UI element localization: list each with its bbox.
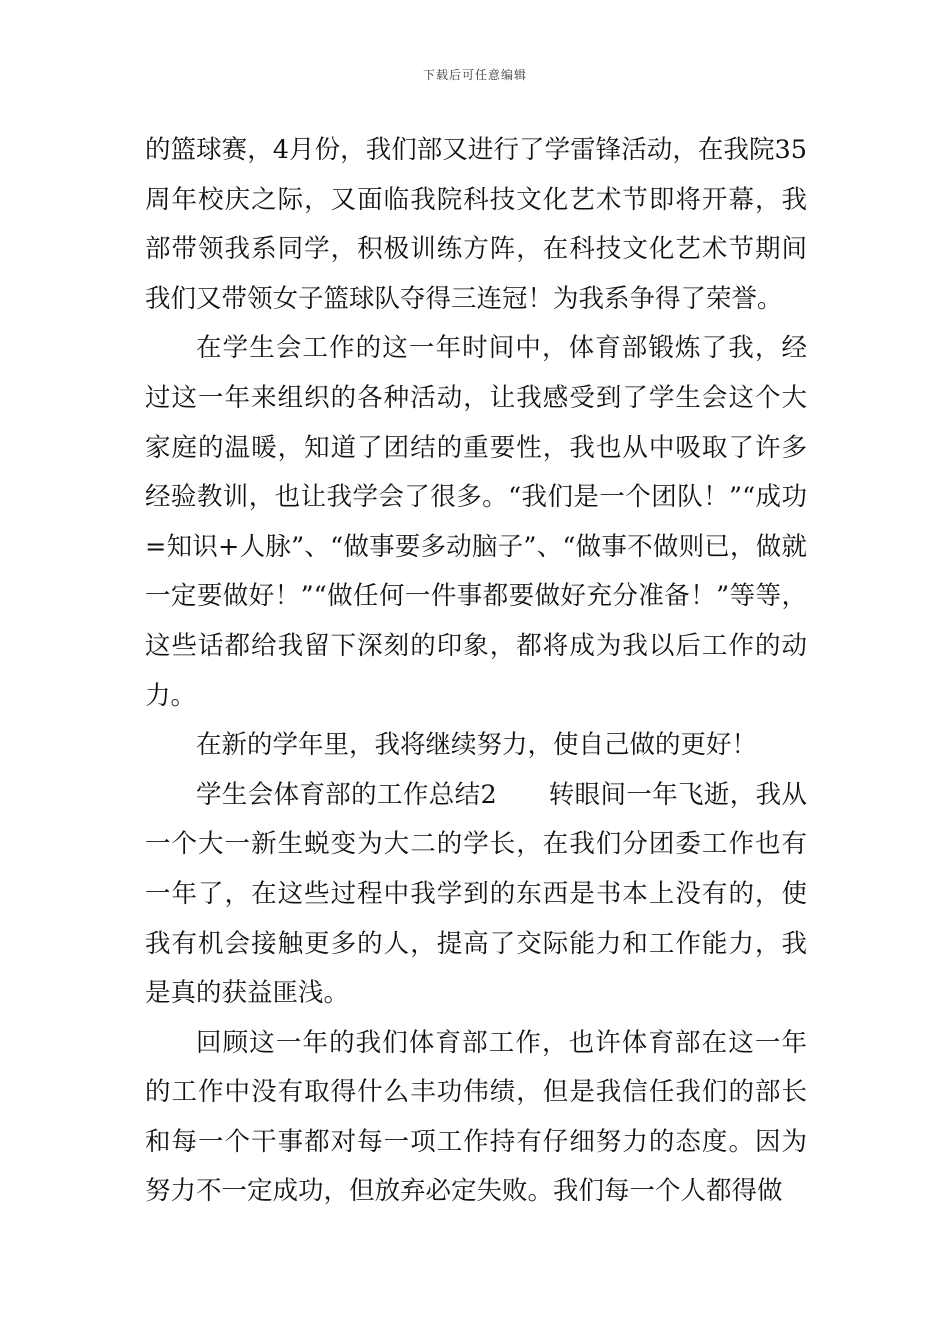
paragraph-5: 回顾这一年的我们体育部工作，也许体育部在这一年的工作中没有取得什么丰功伟绩，但是我信任我们的部长和每一个干事都对每一项工作持有仔细努力的态度。因为努力不一定成功，但放弃必定失败。我们每一个人都得做 — [145, 1027, 807, 1207]
paragraph-4: 学生会体育部的工作总结2 转眼间一年飞逝，我从一个大一新生蜕变为大二的学长，在我们分团委工作也有一年了，在这些过程中我学到的东西是书本上没有的，使我有机会接触更多的人，提高了交际能力和工作能力，我是真的获益匪浅。 — [145, 779, 807, 1009]
paragraph-2: 在学生会工作的这一年时间中，体育部锻炼了我，经过这一年来组织的各种活动，让我感受到了学生会这个大家庭的温暖，知道了团结的重要性，我也从中吸取了许多经验教训，也让我学会了很多。“我们是一个团队！”“成功=知识+人脉”、“做事要多动脑子”、“做事不做则已，做就一定要做好！”“做任何一件事都要做好充分准备！”等等，这些话都给我留下深刻的印象，都将成为我以后工作的动力。 — [145, 333, 807, 711]
paragraph-3: 在新的学年里，我将继续努力，使自己做的更好！ — [196, 730, 758, 761]
paragraph-1: 的篮球赛，4月份，我们部又进行了学雷锋活动，在我院35周年校庆之际，又面临我院科技文化艺术节即将开幕，我部带领我系同学，积极训练方阵，在科技文化艺术节期间我们又带领女子篮球队夺得三连冠！为我系争得了荣誉。 — [145, 135, 807, 314]
document-body — [145, 126, 807, 1217]
header-note: 下载后可任意编辑 — [422, 68, 527, 82]
